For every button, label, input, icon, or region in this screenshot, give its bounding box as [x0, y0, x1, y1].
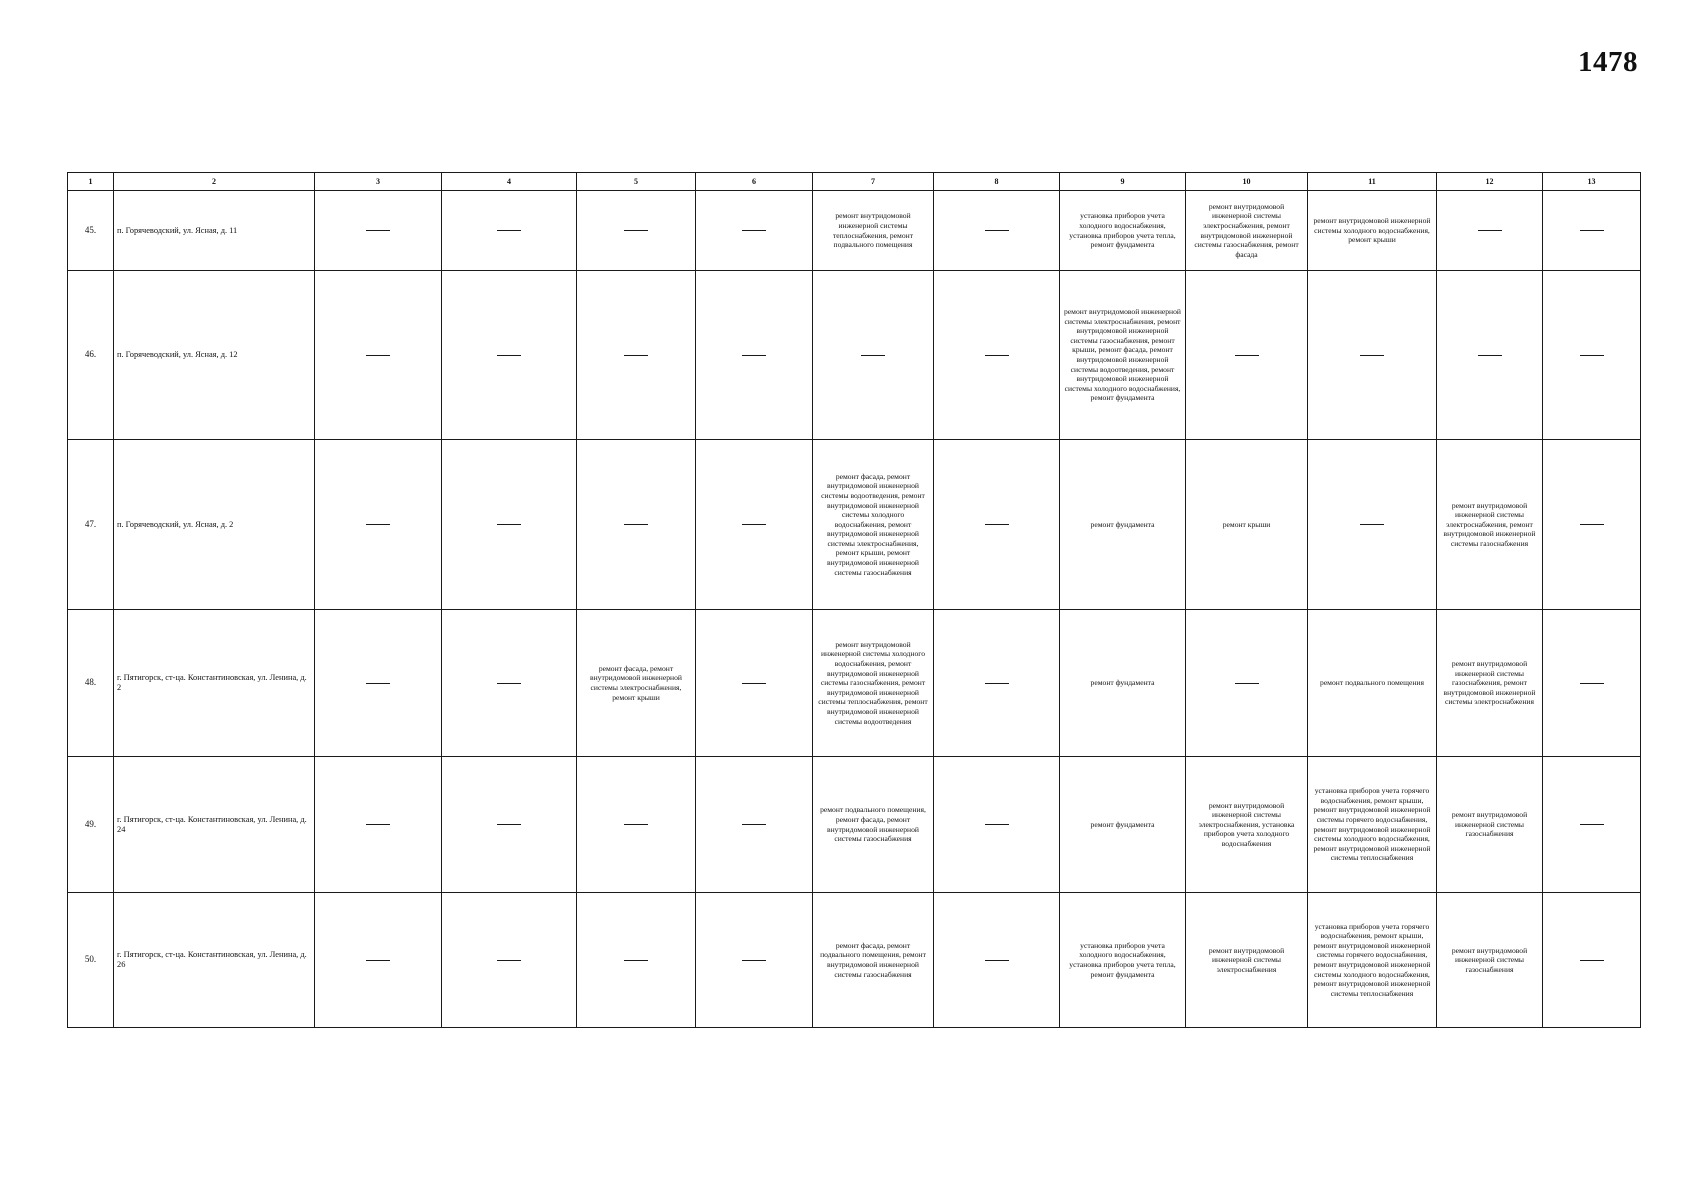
- work-description-cell: установка приборов учета холодного водоснабжения, установка приборов учета тепла, ремонт фундамента: [1060, 893, 1186, 1028]
- empty-dash-cell: [442, 893, 577, 1028]
- work-description-cell: ремонт фундамента: [1060, 440, 1186, 610]
- dash-mark: [624, 960, 648, 961]
- repair-schedule-table: [67, 172, 1641, 1028]
- dash-mark: [1360, 355, 1384, 356]
- empty-dash-cell: [1543, 191, 1641, 271]
- table-row: [68, 610, 1641, 757]
- header-cell: 2: [114, 173, 315, 191]
- dash-mark: [624, 524, 648, 525]
- work-description-cell: ремонт фасада, ремонт внутридомовой инженерной системы электроснабжения, ремонт крыши: [577, 610, 696, 757]
- table-row: [68, 440, 1641, 610]
- work-description-cell: ремонт фасада, ремонт подвального помещения, ремонт внутридомовой инженерной системы газоснабжения: [813, 893, 934, 1028]
- header-cell: 9: [1060, 173, 1186, 191]
- work-description-cell: ремонт внутридомовой инженерной системы электроснабжения, ремонт внутридомовой инженерной системы газоснабжения, ремонт фасада: [1186, 191, 1308, 271]
- empty-dash-cell: [1437, 191, 1543, 271]
- table-row: [68, 271, 1641, 440]
- work-description-cell: ремонт фундамента: [1060, 757, 1186, 893]
- work-description-cell: ремонт фундамента: [1060, 610, 1186, 757]
- header-cell: 3: [315, 173, 442, 191]
- dash-mark: [985, 524, 1009, 525]
- empty-dash-cell: [442, 440, 577, 610]
- header-cell: 11: [1308, 173, 1437, 191]
- work-description-cell: ремонт подвального помещения, ремонт фасада, ремонт внутридомовой инженерной системы газоснабжения: [813, 757, 934, 893]
- address-cell: п. Горячеводский, ул. Ясная, д. 12: [114, 271, 315, 440]
- work-description-cell: установка приборов учета холодного водоснабжения, установка приборов учета тепла, ремонт фундамента: [1060, 191, 1186, 271]
- dash-mark: [1235, 683, 1259, 684]
- empty-dash-cell: [577, 191, 696, 271]
- work-description-cell: установка приборов учета горячего водоснабжения, ремонт крыши, ремонт внутридомовой инженерной системы горячего водоснабжения, ремонт внутридомовой инженерной системы холодного водоснабжения, ремонт внутридомовой инженерной системы теплоснабжения: [1308, 893, 1437, 1028]
- empty-dash-cell: [1308, 271, 1437, 440]
- dash-mark: [366, 824, 390, 825]
- dash-mark: [1360, 524, 1384, 525]
- dash-mark: [1478, 355, 1502, 356]
- dash-mark: [742, 524, 766, 525]
- empty-dash-cell: [442, 271, 577, 440]
- empty-dash-cell: [315, 191, 442, 271]
- dash-mark: [497, 824, 521, 825]
- empty-dash-cell: [442, 610, 577, 757]
- empty-dash-cell: [813, 271, 934, 440]
- address-cell: п. Горячеводский, ул. Ясная, д. 11: [114, 191, 315, 271]
- empty-dash-cell: [1308, 440, 1437, 610]
- empty-dash-cell: [442, 757, 577, 893]
- table-row: [68, 893, 1641, 1028]
- dash-mark: [985, 230, 1009, 231]
- dash-mark: [985, 960, 1009, 961]
- empty-dash-cell: [1543, 271, 1641, 440]
- work-description-cell: ремонт внутридомовой инженерной системы холодного водоснабжения, ремонт крыши: [1308, 191, 1437, 271]
- address-cell: п. Горячеводский, ул. Ясная, д. 2: [114, 440, 315, 610]
- work-description-cell: ремонт внутридомовой инженерной системы электроснабжения, ремонт внутридомовой инженерной системы газоснабжения, ремонт крыши, ремонт фасада, ремонт внутридомовой инженерной системы водоотведения, ремонт внутридомовой инженерной системы холодного водоснабжения, ремонт фундамента: [1060, 271, 1186, 440]
- empty-dash-cell: [577, 440, 696, 610]
- header-cell: 13: [1543, 173, 1641, 191]
- header-row: [68, 173, 1641, 191]
- table-row: [68, 757, 1641, 893]
- work-description-cell: установка приборов учета горячего водоснабжения, ремонт крыши, ремонт внутридомовой инженерной системы горячего водоснабжения, ремонт внутридомовой инженерной системы холодного водоснабжения, ремонт внутридомовой инженерной системы теплоснабжения: [1308, 757, 1437, 893]
- empty-dash-cell: [934, 191, 1060, 271]
- empty-dash-cell: [934, 893, 1060, 1028]
- work-description-cell: ремонт внутридомовой инженерной системы электроснабжения, установка приборов учета холодного водоснабжения: [1186, 757, 1308, 893]
- dash-mark: [497, 960, 521, 961]
- work-description-cell: ремонт внутридомовой инженерной системы электроснабжения, ремонт внутридомовой инженерной системы газоснабжения: [1437, 440, 1543, 610]
- dash-mark: [366, 683, 390, 684]
- dash-mark: [366, 355, 390, 356]
- dash-mark: [624, 230, 648, 231]
- empty-dash-cell: [934, 610, 1060, 757]
- dash-mark: [497, 230, 521, 231]
- empty-dash-cell: [315, 757, 442, 893]
- empty-dash-cell: [696, 893, 813, 1028]
- work-description-cell: ремонт крыши: [1186, 440, 1308, 610]
- empty-dash-cell: [696, 271, 813, 440]
- empty-dash-cell: [315, 271, 442, 440]
- row-number: 46.: [68, 271, 114, 440]
- dash-mark: [985, 683, 1009, 684]
- header-cell: 12: [1437, 173, 1543, 191]
- empty-dash-cell: [315, 440, 442, 610]
- work-description-cell: ремонт внутридомовой инженерной системы газоснабжения: [1437, 893, 1543, 1028]
- empty-dash-cell: [1543, 440, 1641, 610]
- header-cell: 10: [1186, 173, 1308, 191]
- dash-mark: [1580, 824, 1604, 825]
- dash-mark: [366, 524, 390, 525]
- empty-dash-cell: [696, 191, 813, 271]
- header-cell: 1: [68, 173, 114, 191]
- header-cell: 7: [813, 173, 934, 191]
- table-row: [68, 191, 1641, 271]
- header-cell: 4: [442, 173, 577, 191]
- empty-dash-cell: [696, 757, 813, 893]
- dash-mark: [985, 355, 1009, 356]
- empty-dash-cell: [1543, 610, 1641, 757]
- empty-dash-cell: [934, 271, 1060, 440]
- dash-mark: [1478, 230, 1502, 231]
- dash-mark: [742, 230, 766, 231]
- dash-mark: [497, 355, 521, 356]
- dash-mark: [497, 524, 521, 525]
- work-description-cell: ремонт подвального помещения: [1308, 610, 1437, 757]
- work-description-cell: ремонт фасада, ремонт внутридомовой инженерной системы водоотведения, ремонт внутридомовой инженерной системы холодного водоснабжения, ремонт внутридомовой инженерной системы электроснабжения, ремонт крыши, ремонт внутридомовой инженерной системы газоснабжения: [813, 440, 934, 610]
- dash-mark: [366, 960, 390, 961]
- address-cell: г. Пятигорск, ст-ца. Константиновская, ул. Ленина, д. 2: [114, 610, 315, 757]
- empty-dash-cell: [577, 893, 696, 1028]
- dash-mark: [742, 355, 766, 356]
- dash-mark: [1235, 355, 1259, 356]
- empty-dash-cell: [577, 271, 696, 440]
- work-description-cell: ремонт внутридомовой инженерной системы теплоснабжения, ремонт подвального помещения: [813, 191, 934, 271]
- dash-mark: [1580, 524, 1604, 525]
- empty-dash-cell: [934, 757, 1060, 893]
- empty-dash-cell: [315, 610, 442, 757]
- dash-mark: [742, 824, 766, 825]
- dash-mark: [624, 824, 648, 825]
- row-number: 45.: [68, 191, 114, 271]
- address-cell: г. Пятигорск, ст-ца. Константиновская, ул. Ленина, д. 26: [114, 893, 315, 1028]
- dash-mark: [742, 960, 766, 961]
- work-description-cell: ремонт внутридомовой инженерной системы газоснабжения: [1437, 757, 1543, 893]
- dash-mark: [985, 824, 1009, 825]
- work-description-cell: ремонт внутридомовой инженерной системы газоснабжения, ремонт внутридомовой инженерной системы электроснабжения: [1437, 610, 1543, 757]
- work-description-cell: ремонт внутридомовой инженерной системы холодного водоснабжения, ремонт внутридомовой инженерной системы газоснабжения, ремонт внутридомовой инженерной системы теплоснабжения, ремонт внутридомовой инженерной системы водоотведения: [813, 610, 934, 757]
- empty-dash-cell: [696, 610, 813, 757]
- dash-mark: [366, 230, 390, 231]
- empty-dash-cell: [1543, 757, 1641, 893]
- dash-mark: [1580, 960, 1604, 961]
- row-number: 47.: [68, 440, 114, 610]
- row-number: 49.: [68, 757, 114, 893]
- empty-dash-cell: [1437, 271, 1543, 440]
- table-body: [68, 173, 1641, 1028]
- dash-mark: [1580, 230, 1604, 231]
- empty-dash-cell: [696, 440, 813, 610]
- dash-mark: [742, 683, 766, 684]
- empty-dash-cell: [1543, 893, 1641, 1028]
- work-description-cell: ремонт внутридомовой инженерной системы электроснабжения: [1186, 893, 1308, 1028]
- empty-dash-cell: [1186, 610, 1308, 757]
- page-number: 1478: [1578, 46, 1638, 78]
- dash-mark: [861, 355, 885, 356]
- header-cell: 6: [696, 173, 813, 191]
- address-cell: г. Пятигорск, ст-ца. Константиновская, ул. Ленина, д. 24: [114, 757, 315, 893]
- empty-dash-cell: [442, 191, 577, 271]
- dash-mark: [624, 355, 648, 356]
- empty-dash-cell: [577, 757, 696, 893]
- row-number: 50.: [68, 893, 114, 1028]
- dash-mark: [1580, 355, 1604, 356]
- dash-mark: [1580, 683, 1604, 684]
- empty-dash-cell: [1186, 271, 1308, 440]
- empty-dash-cell: [934, 440, 1060, 610]
- empty-dash-cell: [315, 893, 442, 1028]
- dash-mark: [497, 683, 521, 684]
- header-cell: 5: [577, 173, 696, 191]
- row-number: 48.: [68, 610, 114, 757]
- header-cell: 8: [934, 173, 1060, 191]
